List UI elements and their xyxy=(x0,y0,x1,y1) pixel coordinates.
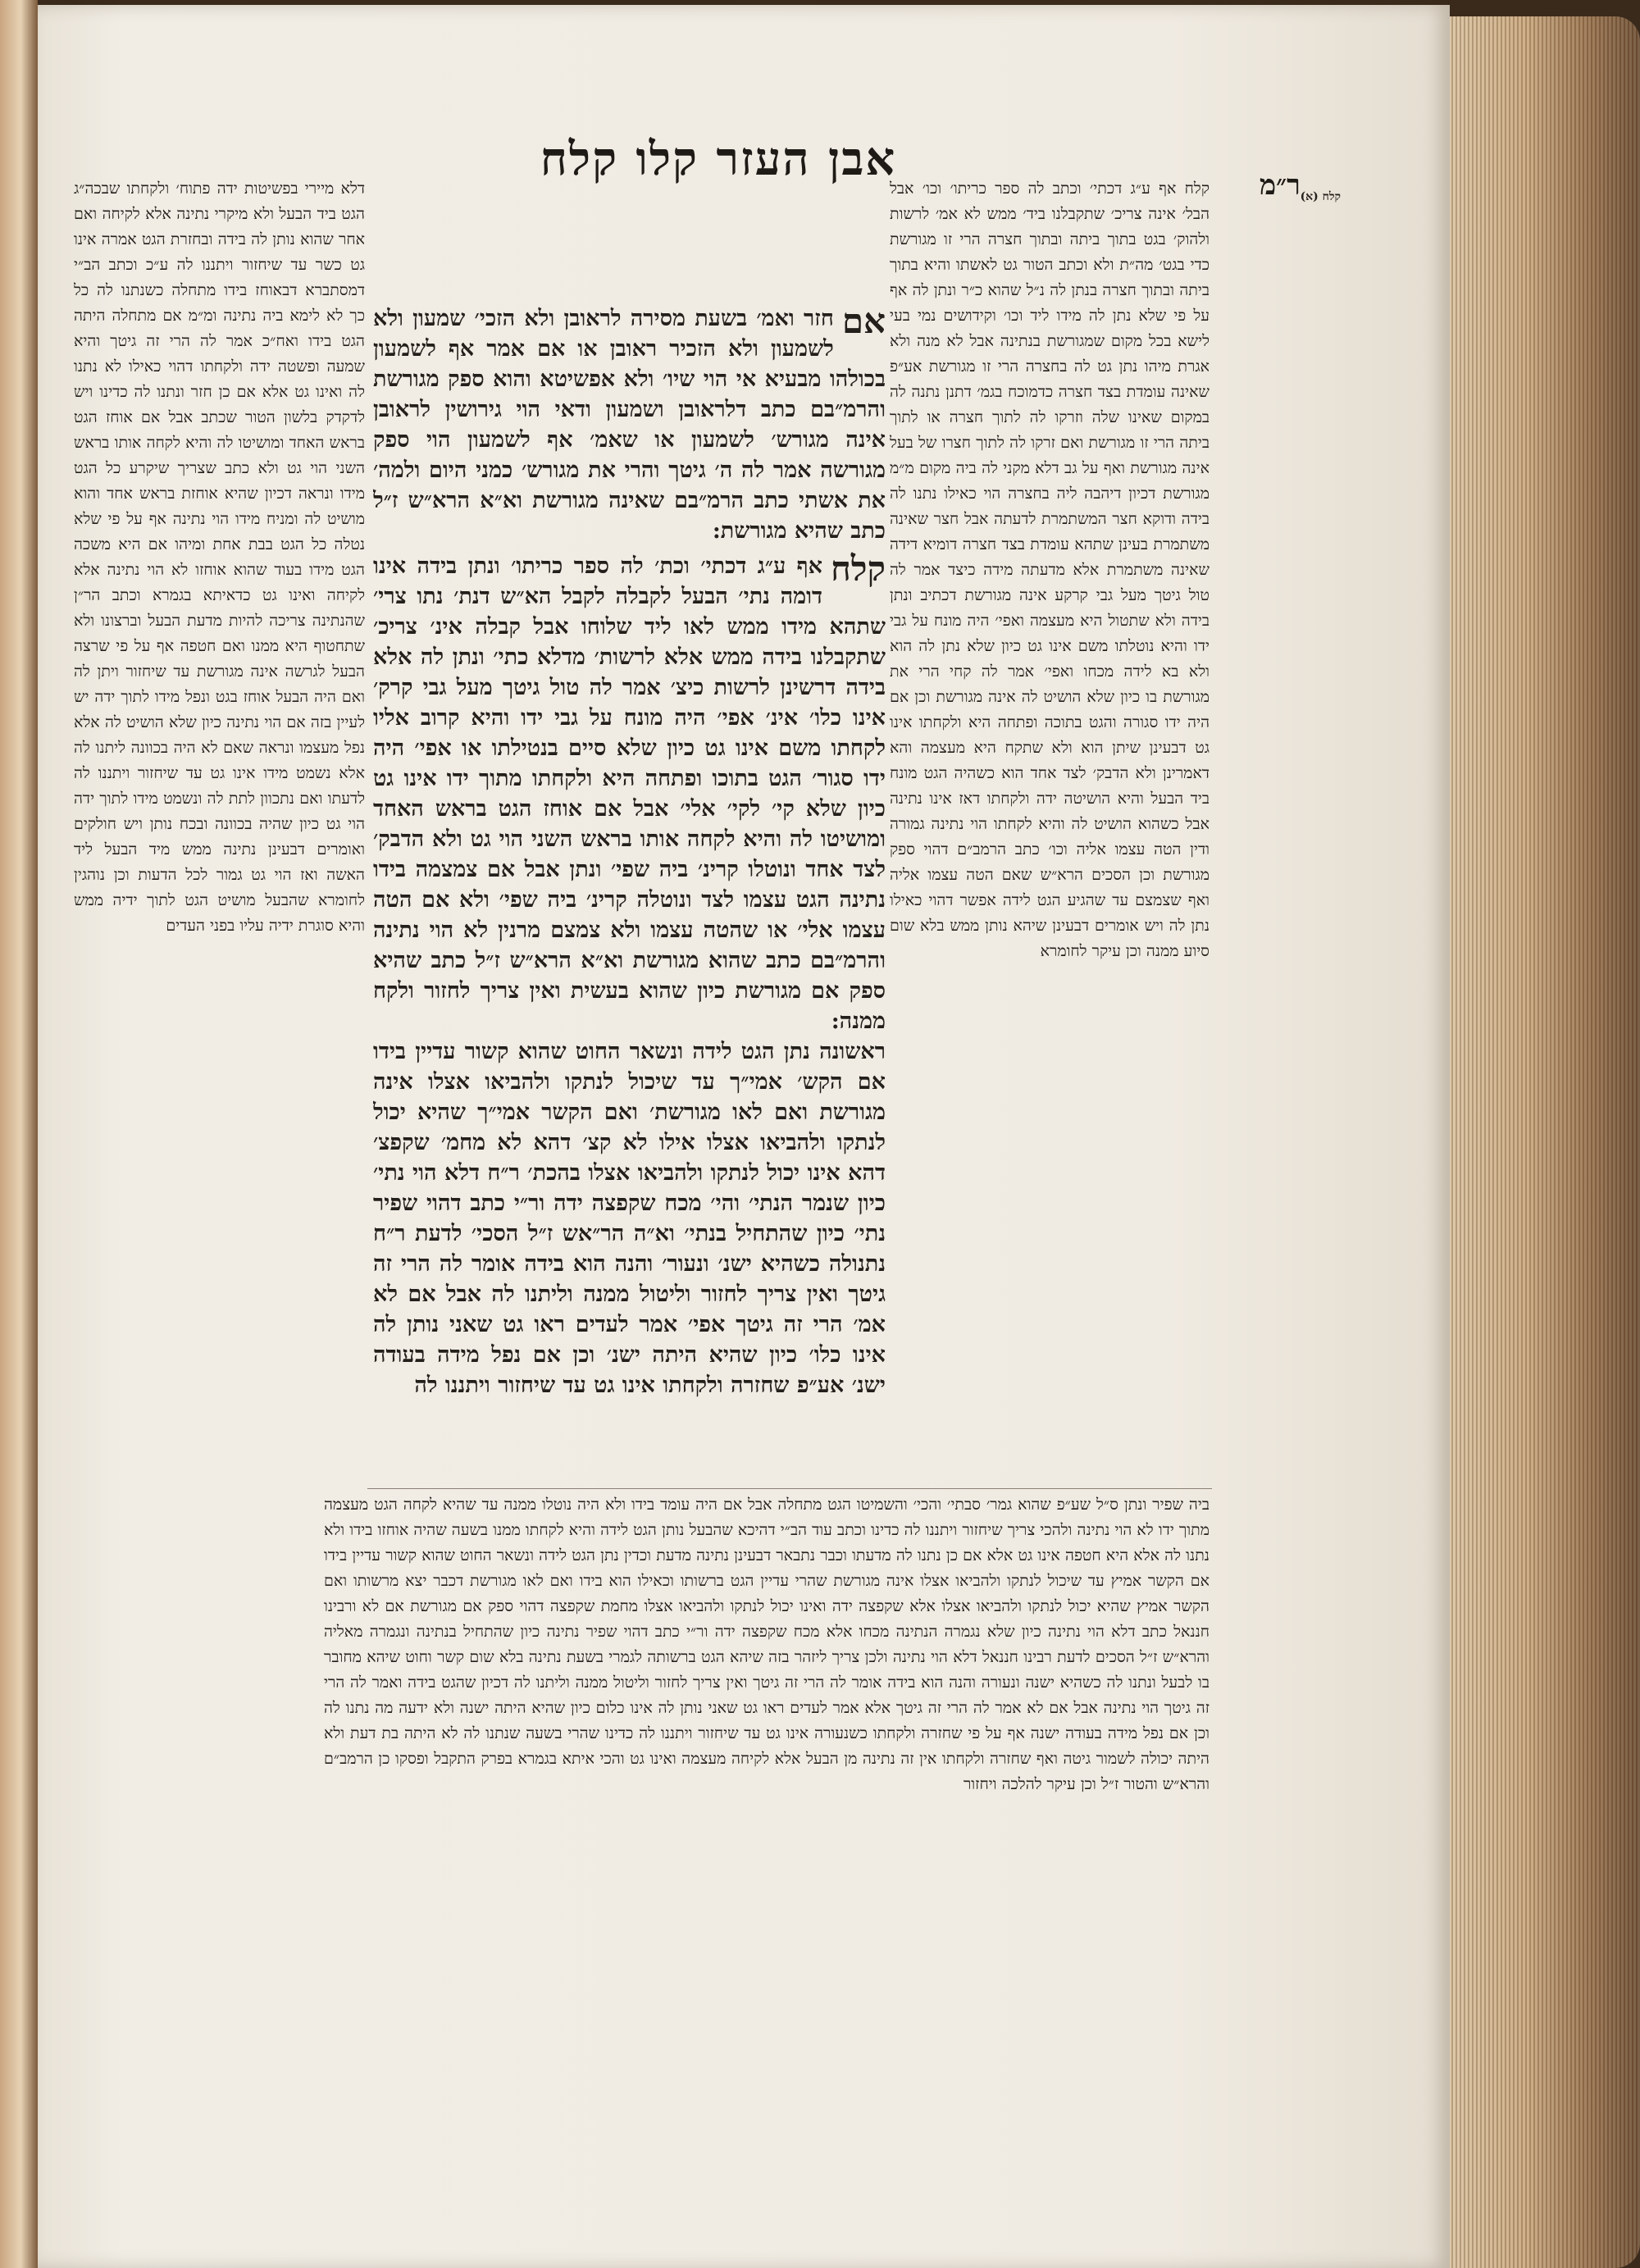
book-fore-edge xyxy=(1447,16,1640,2268)
commentary-left-column xyxy=(74,176,365,1484)
main-lead-word-2: קלח xyxy=(831,549,886,589)
main-text-column xyxy=(373,303,886,1484)
main-paragraph-1: חזר ואמ׳ בשעת מסירה לראובן ולא הזכי׳ שמעון ולא לשמעון ולא הזכיר ראובן או אם אמר אף לשמעון בכולהו מבעיא אי הוי שיו׳ ולא אפשיטא והוא ספק מגורשת והרמ״בם כתב דלראובן ושמעון ודאי הוי גירושין לראובן אינה מגורש׳ לשמעון או שאמ׳ אף לשמעון הוי ספק מגורשה אמר לה ה׳ גיטך והרי את מגורש׳ כמני היום ולמה׳ את אשתי כתב הרמ״בם שאינה מגורשת וא״א הרא״ש ז״ל כתב שהיא מגורשת: xyxy=(373,306,886,544)
commentary-right-column xyxy=(890,176,1210,1439)
running-head: אבן העזר קלו קלח xyxy=(540,132,897,186)
column-divider xyxy=(367,1488,1212,1489)
folio-number: ר״מ xyxy=(1260,169,1301,202)
marginal-heading: קלח (א) xyxy=(1300,190,1341,203)
commentary-left-text: דלא מיירי בפשיטות ידה פתוח׳ ולקחתו שבכה״ג הגט ביד הבעל ולא מיקרי נתינה אלא לקיחה ואם אחר שהוא נותן לה בידה ובחזרת הגט אמרה אינו גט כשר עד שיחזור ויתננו לה ע״כ וכתב הב״י דמסתברא דבאוחז בידו מתחלה כשנתנו לה כל כך לא לימא ביה נתינה ומ״מ אם מתחלה היתה הגט בידו ואח״כ אמר לה הרי זה גיטך והיא שמעה ופשטה ידה ולקחתו דהוי כאילו לא נתנו לה ואינו גט אלא אם כן חזר ונתנו לה כדינו ויש לדקדק בלשון הטור שכתב אבל אם אוחז הגט בראש האחד ומושיטו לה והיא לקחה אותו בראש השני הוי גט ולא כתב שצריך שיקרע כל הגט מידו ונראה דכיון שהיא אוחזת בראש אחד והוא מושיט לה ומניח מידו הוי נתינה אף על פי שלא נטלה כל הגט בבת אחת ומיהו אם היא משכה הגט מידו בעוד שהוא אוחזו לא הוי נתינה אלא לקיחה ואינו גט כדאיתא בגמרא וכתב הר״ן שהנתינה צריכה להיות מדעת הבעל וברצונו ולא שתחטוף היא ממנו ואם חטפה אף על פי שרצה הבעל לגרשה אינה מגורשת עד שיחזור ויתן לה ואם היה הבעל אוחז בגט ונפל מידו לתוך ידה יש לעיין בזה אם הוי נתינה כיון שלא הושיט לה אלא נפל מעצמו ונראה שאם לא היה בכוונה ליתנו לה אלא נשמט מידו אינו גט עד שיחזור ויתננו לה לדעתו ואם נתכוון לתת לה ונשמט מידו לתוך ידה הוי גט כיון שהיה בכוונה ובכח נותן ויש חולקים ואומרים דבעינן נתינה ממש מיד הבעל ליד האשה ואז הוי גט גמור לכל הדעות וכן נוהגין לחומרא שהבעל מושיט הגט לתוך ידיה ממש והיא סוגרת ידיה עליו בפני העדים xyxy=(74,180,365,935)
commentary-bottom-text: ביה שפיר ונתן ס״ל שע״פ שהוא גמר׳ סבתי׳ והכי׳ והשמיטו הגט מתחלה אבל אם היה עומד בידו ולא היה נוטלו ממנה עד שהיא לקחה הגט מעצמה מתוך ידו לא הוי נתינה ולהכי צריך שיחזור ויתננו לה כדינו וכתב עוד הב״י דהיכא שהבעל נותן הגט לידה והיא לקחתו ממנו בשעה שהיה אוחזו בידו ולא נתנו לה אלא היא חטפה אינו גט אלא אם כן נתנו לה מדעתו וכבר נתבאר דבעינן נתינה מדעת וכדין נתן הגט לידה ונשאר החוט שהוא קשור עדיין בידו אם הקשר אמיץ עד שיכול לנתקו ולהביאו אצלו אינה מגורשת שהרי עדיין הגט ברשותו וכאילו הוא בידו ואם לאו מגורשת דכבר יצא מרשותו ואם הקשר אמיץ שהיא יכול לנתקו ולהביאו אצלו אלא שקפצה ידה ואינו יכול לנתקו ולהביאו אצלו מחמת שקפצה דהוי ספק אם מגורשת אם לא ורבינו חננאל כתב דלא הוי נתינה כיון שלא נגמרה הנתינה מכחו אלא מכח שקפצה ידה ור״י כתב דהוי שפיר נתינה כיון שהתחיל בנתינה ונגמרה מאליה והרא״ש ז״ל הסכים לדעת רבינו חננאל דלא הוי נתינה ולכן צריך ליזהר בזה שיהא הגט ברשותה לגמרי בשעת נתינה בלא שום קשר וחוט שיהא מחובר בו לבעל ונתנו לה כשהיא ישנה ונעורה והנה הוא בידה אומר לה הרי זה גיטך ואין צריך לחזור וליטול ממנה וליתנו לה דכיון שהגט בידה ואמר לה הרי זה גיטך הוי נתינה אבל אם לא אמר לה הרי זה גיטך אלא אמר לעדים ראו גט שאני נותן לה אינו כלום כיון שהיא היתה ישנה ולא ידעה מה נתנו לה וכן אם נפל מידה בעודה ישנה אף על פי שחזרה ולקחתו כשנעורה אינו גט עד שיחזור ויתננו לה כדינו שהרי בשעה שנתנו לה לא היתה בת דעת ולא היתה יכולה לשמור גיטה ואף שחזרה ולקחתו אין זה נתינה מן הבעל אלא לקיחה מעצמה ואינו גט והכי איתא בגמרא בפרק התקבל ופסקו כן הרמב״ם והרא״ש והטור ז״ל וכן עיקר להלכה ויחזור xyxy=(324,1496,1210,1793)
commentary-bottom-block xyxy=(324,1492,1210,2099)
commentary-right-text: קלח אף ע״ג דכתי׳ וכתב לה ספר כריתו׳ וכו׳ אבל הבל׳ אינה צריכ׳ שתקבלנו ביד׳ ממש לא אמ׳ לרשות ולהוק׳ בגט בתוך ביתה ובתוך חצרה הרי זו מגורשת כדי בגט׳ מה״ת ולא וכתב הטור גט לאשתו והיא בתוך ביתה ובתוך חצרה בנתן לה נ״ל שהוא כ״ר ונתן לה אף על פי שלא נתן לה מידו ליד וכו׳ וקידושים נמי בעי לישא בכל מקום שמגורשת בנתינה אבל לא מנה ולא אגרת מיהו נתן גט לה בחצרה הרי זו מגורשת אע״פ שאינה עומדת בצד חצרה כדמוכח בגמ׳ דתנן נתנה לה במקום שאינו שלה וזרקו לה לתוך חצרה או לתוך ביתה הרי זו מגורשת ואם זרקו לה לתוך חצרו של בעל אינה מגורשת ואף על גב דלא מקני לה ביה מקום מ״מ מגורשת דכיון דיהבה ליה בחצרה הוי כאילו נתנו לה בידה ודוקא חצר המשתמרת לדעתה אבל חצר שאינה משתמרת בעינן שתהא עומדת בצד חצרה דומיא דידה שאינה משתמרת אלא מדעתה מידה כיצד אמר לה טול גיטך מעל גבי קרקע אינה מגורשת דכתיב ונתן בידה ולא שתטול היא מעצמה ואפי׳ היה מונח על גבי ידו והיא נוטלתו משם אינו גט כיון שלא נתן לה הוא ולא בא לידה מכחו ואפי׳ אמר לה קחי הרי את מגורשת בו כיון שלא הושיט לה אינה מגורשת וכן אם היה ידו סגורה והגט בתוכה ופתחה היא ולקחתו אינו גט דבעינן שיתן הוא ולא שתקח היא מעצמה והא דאמרינן ולא הדבק׳ לצד אחד הוא כשהיה הגט מונח ביד הבעל והיא הושיטה ידה ולקחתו דאז אינו נתינה אבל כשהוא הושיט לה והיא לקחתו הוי נתינה גמורה ודין הטה עצמו אליה וכו׳ כתב הרמב״ם דהוי ספק מגורשת וכן הסכים הרא״ש שאם הטה עצמו אליה ואף שצמצם עד שהגיע הגט לידה אפשר דהוי כאילו נתן לה ויש אומרים דבעינן שיהא נותן ממש בלא שום סיוע ממנה וכן עיקר לחומרא xyxy=(890,180,1210,960)
adjacent-page-edge xyxy=(0,0,38,2268)
main-paragraph-2: אף ע״ג דכתי׳ וכת׳ לה ספר כריתו׳ ונתן בידה אינו דומה נתי׳ הבעל לקבלה לקבל הא״ש דנת׳ נתו צרי׳ שתהא מידו ממש לאו ליד שלוחו אבל קבלה אינ׳ צריכ׳ שתקבלנו בידה ממש אלא לרשות׳ מדלא כתי׳ ונתן לה אלא בידה דרשינן לרשות כיצ׳ אמר לה טול גיטך מעל גבי קרק׳ אינו כלו׳ אינ׳ אפי׳ היה מונח על גבי ידו והיא קרוב אליו לקחתו משם אינו גט כיון שלא סיים בנטילתו או אפי׳ היה ידו סגור׳ הגט בתוכו ופתחה היא ולקחתו מתוך ידו אינו גט כיון שלא קי׳ לקי׳ אלי׳ אבל אם אוחז הגט בראש האחד ומושיטו לה והיא לקחה אותו בראש השני הוי גט ולא הדבק׳ לצד אחד ונוטלו קרינ׳ ביה שפי׳ ונתן אבל אם צמצמה בידו נתינה הגט עצמו לצד ונוטלה קרינ׳ ביה שפי׳ ולא אם הטה עצמו אלי׳ או שהטה עצמו ולא צמצם מרנין לא הוי נתינה והרמ״בם כתב שהוא מגורשת וא״א הרא״ש ז״ל כתב שהיא ספק אם מגורשת כיון שהוא בעשית ואין צריך לחזור ולקח ממנה: xyxy=(373,553,886,1034)
marginal-notes-column xyxy=(1218,189,1341,1394)
main-lead-word-1: אם xyxy=(841,303,886,341)
main-paragraph-3: ראשונה נתן הגט לידה ונשאר החוט שהוא קשור עדיין בידו אם הקש׳ אמי״ך עד שיכול לנתקו ולהביאו אצלו אינה מגורשת ואם לאו מגורשת׳ ואם הקשר אמי״ך שהיא יכול לנתקו ולהביאו אצלו אילו לא קצ׳ דהא לא מחמ׳ שקפצ׳ דהא אינו יכול לנתקו ולהביאו אצלו בהכת׳ ר״ח דלא הוי נתי׳ כיון שנמר הנתי׳ והי׳ מכח שקפצה ידה ור״י כתב דהוי שפיר נתי׳ כיון שהתחיל בנתי׳ וא״ה הר״אש ז״ל הסכי׳ לדעת ר״ח נתנולה כשהיא ישנ׳ ונעור׳ והנה הוא בידה אומר לה הרי זה גיטך ואין צריך לחזור וליטול ממנה וליתנו לה אבל אם לא אמ׳ הרי זה גיטך אפי׳ אמר לעדים ראו גט שאני נותן לה אינו כלו׳ כיון שהיא היתה ישנ׳ וכן אם נפל מידה בעודה ישנ׳ אע״פ שחזרה ולקחתו אינו גט עד שיחזור ויתננו לה xyxy=(373,1039,886,1398)
